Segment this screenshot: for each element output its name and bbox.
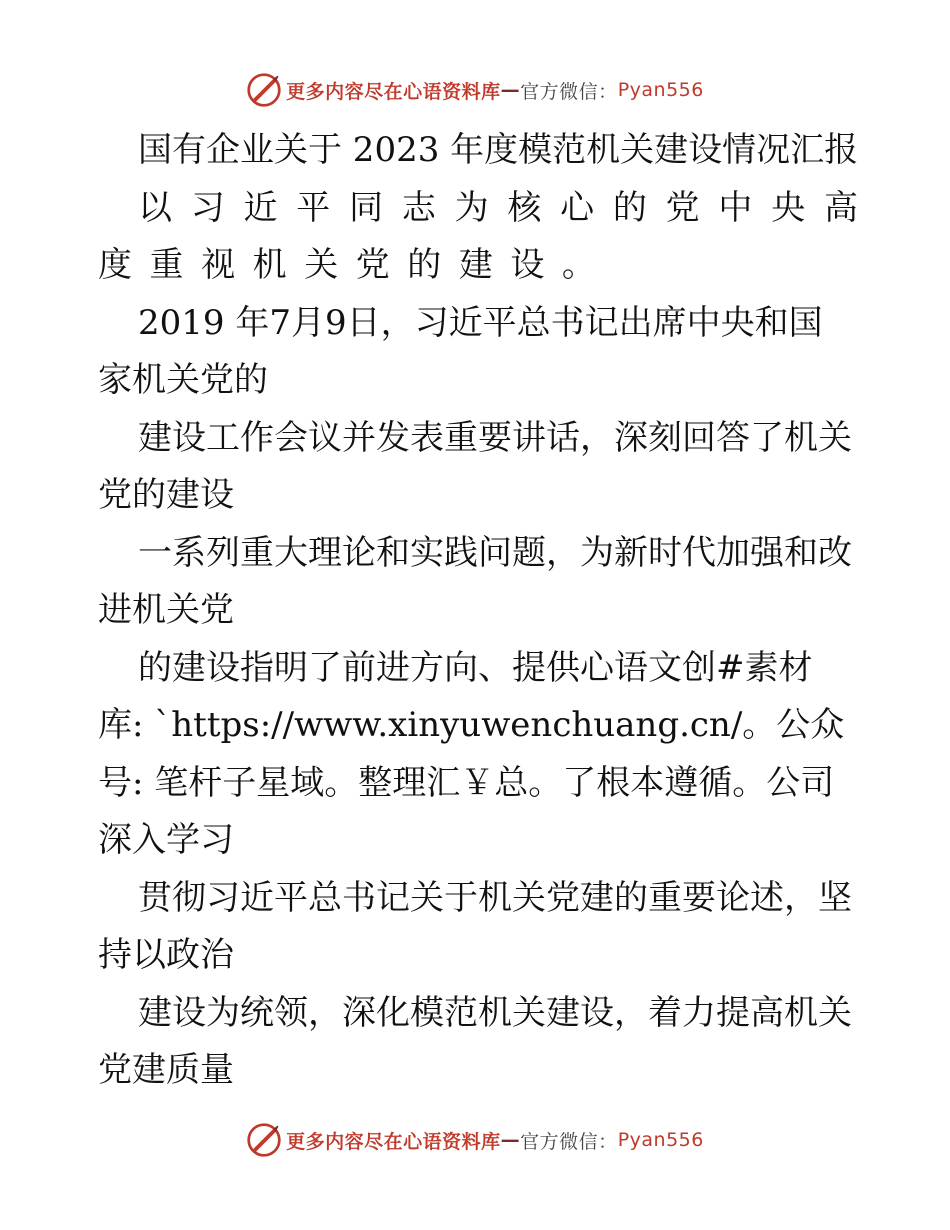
char: 设 <box>510 245 545 285</box>
logo-icon <box>246 72 282 108</box>
char: 机 <box>252 245 287 285</box>
paragraph-line: 2019 年7月9日，习近平总书记出席中央和国 <box>138 302 823 343</box>
watermark-wechat-label: 官方微信： <box>520 80 618 103</box>
document-body <box>98 122 858 1100</box>
char: 以 <box>138 187 172 228</box>
char: 党 <box>665 187 700 228</box>
char: 志 <box>401 187 436 228</box>
watermark-wechat-id: Pyan556 <box>617 1129 704 1151</box>
paragraph-line: 库: `https://www.xinyuwenchuang.cn/。公众 <box>98 705 845 745</box>
char: 核 <box>507 187 542 228</box>
document-title: 国有企业关于 2023 年度模范机关建设情况汇报 <box>138 130 859 170</box>
paragraph-line: 的建设指明了前进方向、提供心语文创#素材 <box>138 647 813 688</box>
watermark-dash: — <box>500 79 521 101</box>
header-watermark <box>0 68 950 112</box>
watermark-main-text: 更多内容尽在心语资料库 <box>286 1130 501 1153</box>
paragraph-line: 党建质量 <box>98 1050 234 1090</box>
footer-watermark <box>0 1118 950 1162</box>
char: 平 <box>296 187 331 228</box>
paragraph-line: 贯彻习近平总书记关于机关党建的重要论述，坚 <box>138 877 852 918</box>
char: 视 <box>201 245 236 285</box>
spaced-line-1 <box>98 180 858 238</box>
spaced-line-2 <box>98 237 596 295</box>
watermark-wechat-label: 官方微信： <box>520 1130 618 1153</box>
char: 同 <box>349 187 384 228</box>
paragraph-line: 号: 笔杆子星域。整理汇￥总。了根本遵循。公司 <box>98 762 835 803</box>
char: 习 <box>190 187 225 228</box>
paragraph-line: 家机关党的 <box>98 360 268 400</box>
paragraph-line: 深入学习 <box>98 820 234 860</box>
paragraph-line: 建设工作会议并发表重要讲话，深刻回答了机关 <box>138 417 852 458</box>
char: 度 <box>98 245 132 285</box>
char: 重 <box>149 245 184 285</box>
char: 为 <box>454 187 489 228</box>
char: 关 <box>304 245 339 285</box>
watermark-dash: — <box>500 1129 521 1151</box>
paragraph-line: 建设为统领，深化模范机关建设，着力提高机关 <box>138 992 852 1033</box>
paragraph-line: 持以政治 <box>98 935 234 975</box>
char: 的 <box>612 187 647 228</box>
logo-icon <box>246 1122 282 1158</box>
paragraph-line: 一系列重大理论和实践问题，为新时代加强和改 <box>138 532 852 573</box>
char: 心 <box>560 187 595 228</box>
char: 的 <box>407 245 442 285</box>
paragraph-line: 进机关党 <box>98 590 234 630</box>
watermark-main-text: 更多内容尽在心语资料库 <box>286 80 501 103</box>
char: 。 <box>561 245 596 285</box>
watermark-wechat-id: Pyan556 <box>617 79 704 101</box>
char: 央 <box>771 187 806 228</box>
char: 建 <box>458 245 493 285</box>
char: 党 <box>355 245 390 285</box>
char: 中 <box>718 187 753 228</box>
char: 近 <box>243 187 278 228</box>
char: 高 <box>823 187 858 228</box>
paragraph-line: 党的建设 <box>98 475 234 515</box>
